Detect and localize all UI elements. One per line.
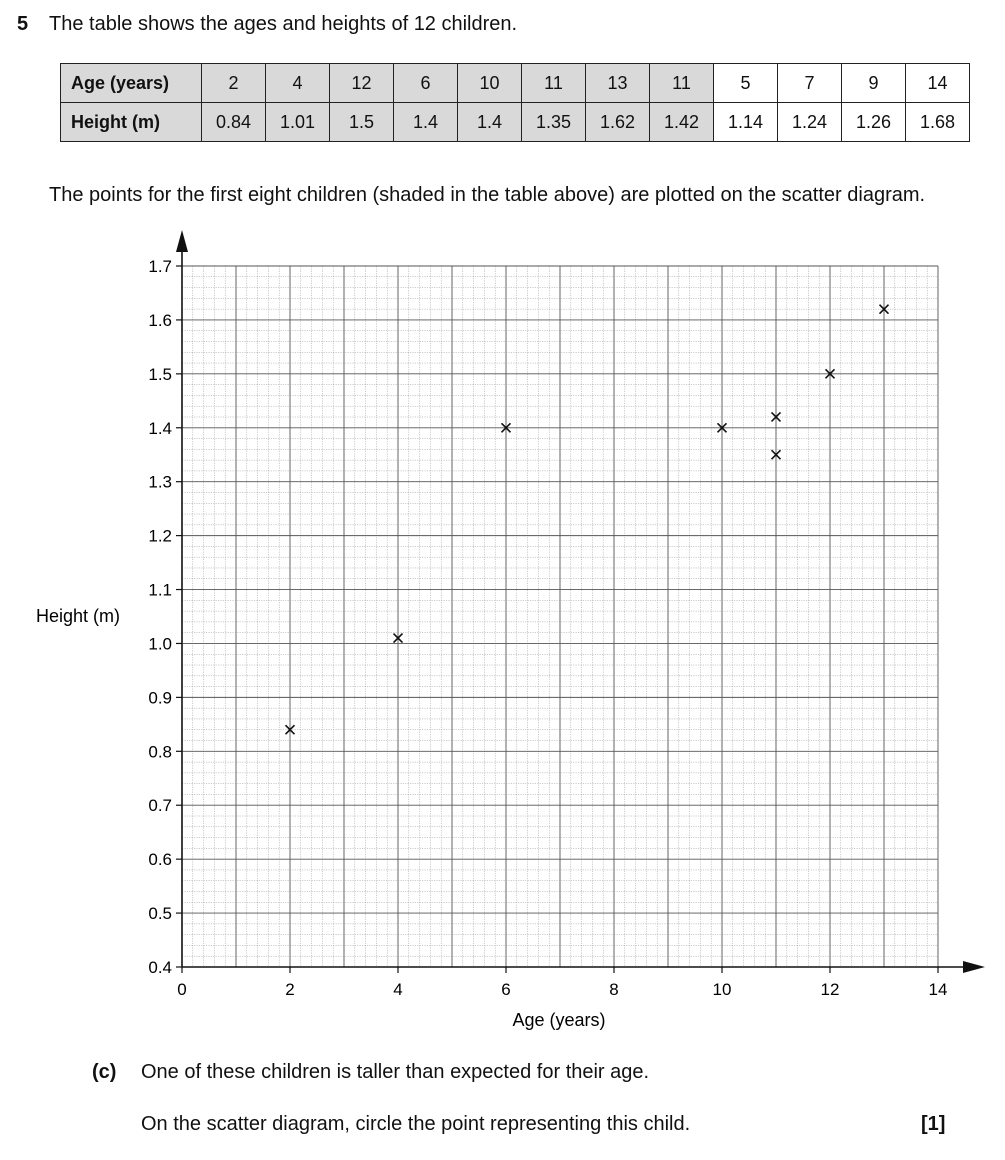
- height-cell: 1.4: [458, 103, 522, 142]
- age-cell: 4: [266, 64, 330, 103]
- part-c-label: (c): [92, 1061, 117, 1083]
- height-cell: 1.68: [906, 103, 970, 142]
- y-tick-label: 1.4: [148, 418, 172, 438]
- height-cell: 0.84: [202, 103, 266, 142]
- age-row: [61, 64, 970, 103]
- intro-text: The points for the first eight children (shaded in the table above) are plotted on the scatter diagram.: [49, 184, 926, 206]
- y-tick-label: 1.2: [148, 526, 172, 546]
- x-tick-label: 2: [285, 980, 295, 999]
- height-cell: 1.62: [586, 103, 650, 142]
- y-tick-label: 0.7: [148, 796, 172, 816]
- height-row-header: Height (m): [61, 103, 202, 142]
- height-cell: 1.14: [714, 103, 778, 142]
- height-row: [61, 103, 970, 142]
- age-cell: 5: [714, 64, 778, 103]
- part-c-instruction: On the scatter diagram, circle the point representing this child.: [141, 1113, 691, 1135]
- age-cell: 11: [650, 64, 714, 103]
- age-cell: 12: [330, 64, 394, 103]
- y-tick-label: 1.5: [148, 364, 172, 384]
- height-cell: 1.26: [842, 103, 906, 142]
- y-axis-label: Height (m): [36, 606, 121, 626]
- grid: [182, 266, 938, 967]
- y-tick-label: 1.3: [148, 472, 172, 492]
- x-tick-label: 8: [609, 980, 619, 999]
- x-tick-label: 6: [501, 980, 511, 999]
- data-table: [60, 63, 970, 142]
- x-tick-label: 4: [393, 980, 403, 999]
- y-tick-label: 1.6: [148, 310, 172, 330]
- x-tick-label: 14: [928, 980, 948, 999]
- y-tick-label: 0.8: [148, 742, 172, 762]
- age-cell: 10: [458, 64, 522, 103]
- height-cell: 1.4: [394, 103, 458, 142]
- y-tick-label: 1.7: [148, 257, 172, 276]
- y-tick-label: 1.1: [148, 580, 172, 600]
- age-cell: 13: [586, 64, 650, 103]
- age-cell: 9: [842, 64, 906, 103]
- scatter-diagram[interactable]: [0, 220, 1005, 1040]
- x-axis-arrow-icon: [963, 961, 985, 973]
- x-tick-label: 10: [712, 980, 732, 999]
- age-cell: 2: [202, 64, 266, 103]
- question-text: The table shows the ages and heights of 12 children.: [49, 13, 518, 35]
- question-number: 5: [17, 13, 29, 35]
- y-tick-label: 0.5: [148, 904, 172, 924]
- y-axis-arrow-icon: [176, 230, 188, 252]
- y-tick-label: 0.6: [148, 850, 172, 870]
- x-axis-label: Age (years): [512, 1010, 606, 1030]
- y-tick-label: 0.4: [148, 958, 172, 977]
- marks-label: [1]: [921, 1113, 946, 1135]
- age-cell: 11: [522, 64, 586, 103]
- part-c-text: One of these children is taller than expected for their age.: [141, 1061, 650, 1083]
- height-cell: 1.5: [330, 103, 394, 142]
- age-cell: 6: [394, 64, 458, 103]
- age-row-header: Age (years): [61, 64, 202, 103]
- y-tick-label: 0.9: [148, 688, 172, 708]
- age-cell: 7: [778, 64, 842, 103]
- data-points[interactable]: [286, 305, 889, 735]
- x-tick-label: 12: [820, 980, 840, 999]
- height-cell: 1.42: [650, 103, 714, 142]
- height-cell: 1.24: [778, 103, 842, 142]
- height-cell: 1.01: [266, 103, 330, 142]
- x-tick-label: 0: [177, 980, 187, 999]
- y-tick-label: 1.0: [148, 634, 172, 654]
- height-cell: 1.35: [522, 103, 586, 142]
- age-cell: 14: [906, 64, 970, 103]
